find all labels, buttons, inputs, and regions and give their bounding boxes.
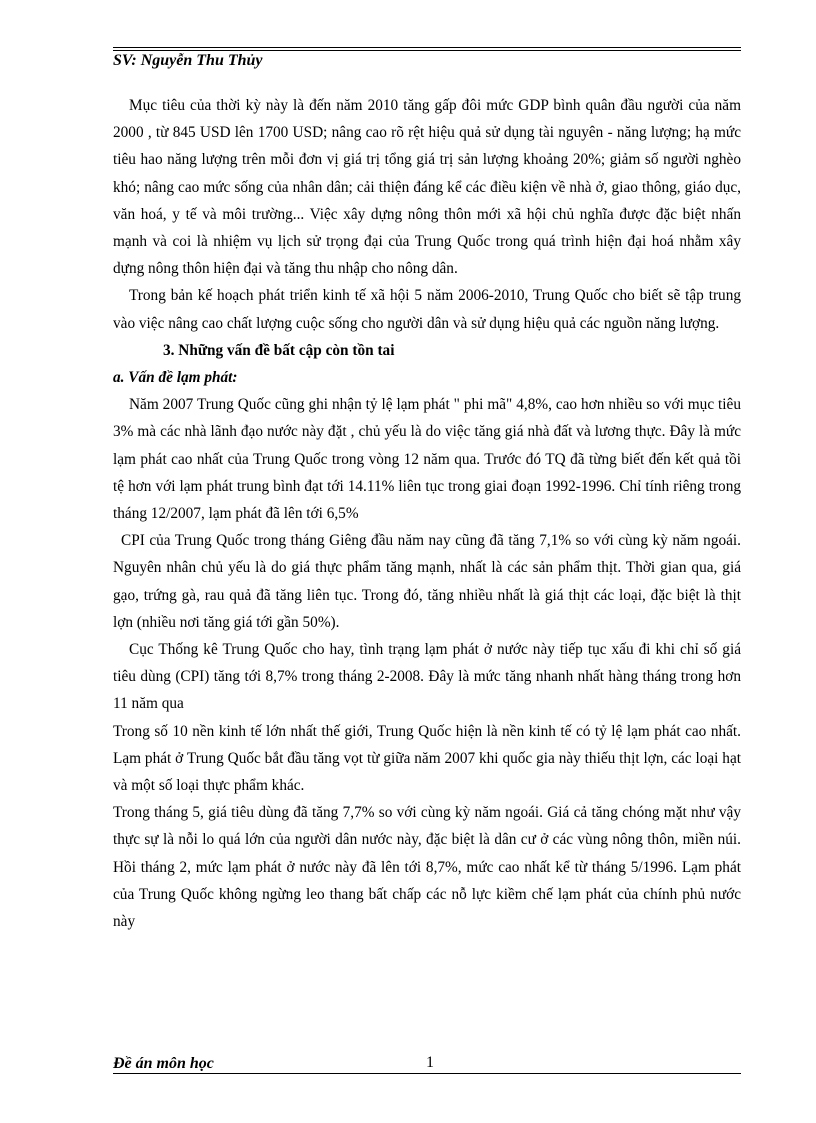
paragraph: Cục Thống kê Trung Quốc cho hay, tình trạng lạm phát ở nước này tiếp tục xấu đi khi chỉ số giá tiêu dùng (CPI) tăng tới 8,7% trong tháng 2-2008. Đây là mức tăng nhanh nhất hàng tháng trong hơn 11 năm qua <box>113 641 741 713</box>
body-text <box>113 92 741 935</box>
paragraph: Trong bản kế hoạch phát triển kinh tế xã hội 5 năm 2006-2010, Trung Quốc cho biết sẽ tập trung vào việc nâng cao chất lượng cuộc sống cho người dân và sử dụng hiệu quả các nguồn năng lượng. <box>113 287 741 332</box>
footer-rule <box>113 1073 741 1074</box>
header-rule <box>113 50 741 51</box>
paragraph: Trong tháng 5, giá tiêu dùng đã tăng 7,7% so với cùng kỳ năm ngoái. Giá cả tăng chóng mặt như vậy thực sự là nỗi lo quá lớn của người dân nước này, đặc biệt là dân cư ở các vùng nông thôn, miền núi. Hồi tháng 2, mức lạm phát ở nước này đã lên tới 8,7%, mức cao nhất kể từ tháng 5/1996. Lạm phát của Trung Quốc không ngừng leo thang bất chấp các nỗ lực kiềm chế lạm phát của chính phủ nước này <box>113 804 741 931</box>
header-rule <box>113 47 741 48</box>
paragraph: CPI của Trung Quốc trong tháng Giêng đầu năm nay cũng đã tăng 7,1% so với cùng kỳ năm ngoái. Nguyên nhân chủ yếu là do giá thực phẩm tăng mạnh, nhất là các sản phẩm thịt. Thời gian qua, giá gạo, trứng gà, rau quả đã tăng liên tục. Trong đó, tăng nhiều nhất là giá thịt các loại, đặc biệt là thịt lợn (nhiều nơi tăng giá tới gần 50%). <box>113 532 741 631</box>
paragraph: Năm 2007 Trung Quốc cũng ghi nhận tỷ lệ lạm phát " phi mã" 4,8%, cao hơn nhiều so với mục tiêu 3% mà các nhà lãnh đạo nước này đặt , chủ yếu là do việc tăng giá nhà đất và lương thực. Đây là mức lạm phát cao nhất của Trung Quốc trong vòng 12 năm qua. Trước đó TQ đã từng biết đến kết quả tồi tệ hơn với lạm phát trung bình đạt tới 14.11% liên tục trong giai đoạn 1992-1996. Chỉ tính riêng trong tháng 12/2007, lạm phát đã lên tới 6,5% <box>113 396 741 523</box>
header-author: SV: Nguyễn Thu Thủy <box>113 52 263 69</box>
sub-heading: a. Vấn đề lạm phát: <box>113 369 238 387</box>
page-number: 1 <box>426 1054 434 1071</box>
section-heading: 3. Những vấn đề bất cập còn tồn tai <box>163 341 395 359</box>
paragraph: Trong số 10 nền kinh tế lớn nhất thế giới, Trung Quốc hiện là nền kinh tế có tỷ lệ lạm phát cao nhất. Lạm phát ở Trung Quốc bắt đầu tăng vọt từ giữa năm 2007 khi quốc gia này thiếu thịt lợn, các loại hạt và một số loại thực phẩm khác. <box>113 722 741 795</box>
paragraph: Mục tiêu của thời kỳ này là đến năm 2010 tăng gấp đôi mức GDP bình quân đầu người của năm 2000 , từ 845 USD lên 1700 USD; nâng cao rõ rệt hiệu quả sử dụng tài nguyên - năng lượng; hạ mức tiêu hao năng lượng trên mỗi đơn vị giá trị tổng giá trị sản lượng khoảng 20%; giảm số người nghèo khó; nâng cao mức sống của nhân dân; cải thiện đáng kể các điều kiện về nhà ở, giao thông, giáo dục, văn hoá, y tế và môi trường... Việc xây dựng nông thôn mới xã hội chủ nghĩa được đặc biệt nhấn mạnh và coi là nhiệm vụ lịch sử trọng đại của Trung Quốc trong quá trình hiện đại hoá nhằm xây dựng nông thôn hiện đại và tăng thu nhập cho nông dân. <box>113 97 741 278</box>
footer-course-label: Đề án môn học <box>113 1055 214 1072</box>
